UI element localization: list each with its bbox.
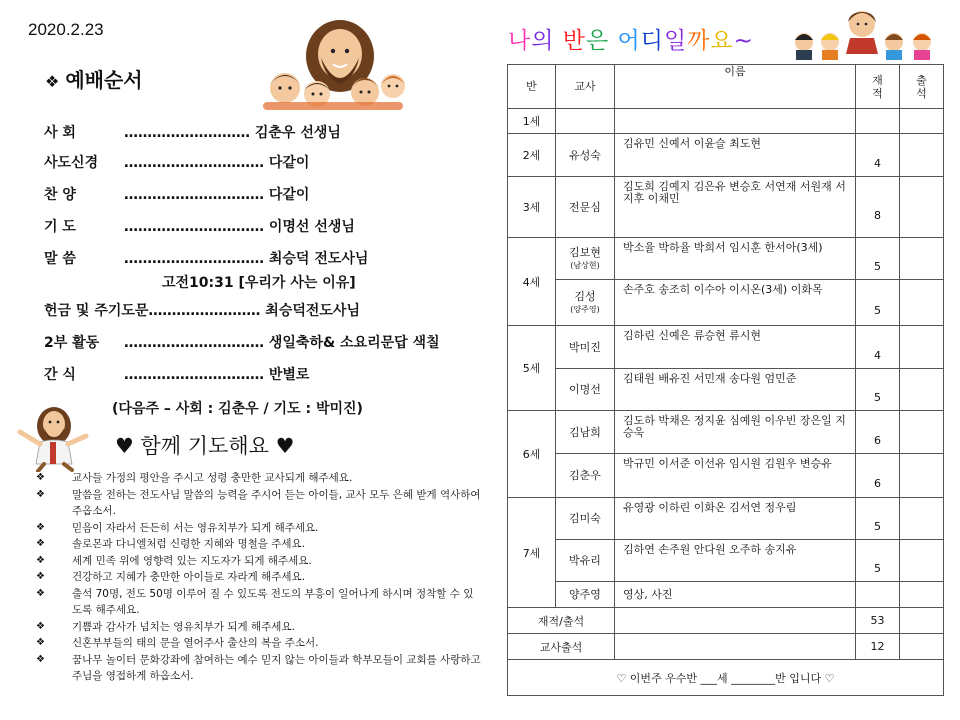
diamond-bullet-icon: ❖ <box>36 488 45 500</box>
prayer-text: 말씀을 전하는 전도사님 말씀의 능력을 주시어 듣는 아이들, 교사 모두 은혜 받게 역사하여 주옵소서. <box>72 488 481 517</box>
class-label: 2세 <box>508 134 556 177</box>
registered-cell <box>856 369 900 411</box>
attend-cell[interactable] <box>900 177 944 238</box>
registered-count: 5 <box>874 304 881 317</box>
names-cell: 영상, 사진 <box>615 582 856 608</box>
order-dots: ………………………… <box>124 187 264 203</box>
table-row <box>508 134 944 177</box>
order-value: 다같이 <box>268 187 310 203</box>
roster-title-char: 일 <box>663 28 688 54</box>
registered-cell <box>856 134 900 177</box>
jesus-running-illustration <box>14 402 90 472</box>
worship-order-title <box>45 64 143 93</box>
names-cell: 김하린 신예은 류승현 류시현 <box>615 326 856 369</box>
table-header-row <box>508 65 944 109</box>
registered-cell <box>856 280 900 326</box>
diamond-bullet-icon: ❖ <box>36 587 45 599</box>
order-value: 이명선 선생님 <box>268 219 355 235</box>
summary-blank <box>615 608 856 634</box>
prayer-text: 출석 70명, 전도 50명 이루어 질 수 있도록 전도의 부흥이 일어나게 하시며 정착할 수 있도록 해주세요. <box>72 587 474 616</box>
attend-cell[interactable] <box>900 280 944 326</box>
summary-attend-cell[interactable] <box>900 608 944 634</box>
summary-value: 53 <box>856 608 900 634</box>
prayer-text: 신혼부부들의 태의 문을 열어주사 출산의 복을 주소서. <box>72 637 319 649</box>
roster-title-char <box>609 28 617 54</box>
summary-attend-cell[interactable] <box>900 634 944 660</box>
order-dots: …………………… <box>148 303 261 319</box>
prayer-list <box>36 470 482 685</box>
teacher-cell: 이명선 <box>556 369 615 411</box>
order-value: 다같이 <box>268 155 310 171</box>
attend-cell[interactable] <box>900 134 944 177</box>
diamond-bullet-icon: ❖ <box>36 620 45 632</box>
summary-label: 재적/출석 <box>508 608 615 634</box>
registered-count: 5 <box>874 391 881 404</box>
teacher-cell: 김미숙 <box>556 498 615 540</box>
names-cell: 김도하 박채은 정지윤 심예원 이우빈 장은일 지승욱 <box>615 411 856 454</box>
order-dots: ………………………… <box>124 251 264 267</box>
registered-count: 5 <box>874 520 881 533</box>
summary-label: 교사출석 <box>508 634 615 660</box>
attend-cell[interactable] <box>900 540 944 582</box>
header-class: 반 <box>508 65 556 109</box>
prayer-item <box>36 487 482 520</box>
order-item <box>44 300 360 320</box>
next-week-note: (다음주 – 사회 : 김춘우 / 기도 : 박미진) <box>112 401 363 417</box>
class-label: 5세 <box>508 326 556 411</box>
table-row <box>508 238 944 280</box>
teacher-cell: 박유리 <box>556 540 615 582</box>
table-row <box>508 280 944 326</box>
prayer-text: 교사들 가정의 평안을 주시고 성령 충만한 교사되게 해주세요. <box>72 472 353 484</box>
order-value: 최승덕전도사님 <box>265 303 360 319</box>
table-row <box>508 411 944 454</box>
order-value: 생일축하& 소요리문답 색칠 <box>268 335 440 351</box>
roster-title-char <box>554 28 562 54</box>
date: 2020.2.23 <box>28 20 104 39</box>
summary-row <box>508 634 944 660</box>
registered-count: 5 <box>874 260 881 273</box>
attend-cell[interactable] <box>900 582 944 608</box>
names-cell: 손주호 송조히 이수아 이시온(3세) 이화목 <box>615 280 856 326</box>
attend-cell[interactable] <box>900 109 944 134</box>
diamond-bullet-icon: ❖ <box>36 571 45 582</box>
order-label: 찬 양 <box>44 187 76 203</box>
header-attend: 출 석 <box>900 65 944 109</box>
order-item <box>44 364 309 384</box>
attend-cell[interactable] <box>900 369 944 411</box>
prayer-item <box>36 520 482 537</box>
roster-title-char: 반 <box>562 28 586 54</box>
header-registered: 재 적 <box>856 65 900 109</box>
registered-count: 6 <box>874 433 881 447</box>
table-row <box>508 498 944 540</box>
summary-value: 12 <box>856 634 900 660</box>
teacher-cell: 김춘우 <box>556 454 615 498</box>
table-row <box>508 177 944 238</box>
registered-count: 4 <box>874 348 881 362</box>
order-dots: ……………………… <box>124 125 250 141</box>
diamond-bullet-icon: ❖ <box>36 653 45 665</box>
names-cell: 김태원 배유진 서민재 송다원 엄민준 <box>615 369 856 411</box>
class-label: 7세 <box>508 498 556 608</box>
registered-cell <box>856 582 900 608</box>
roster-title-char: 까 <box>687 28 711 54</box>
prayer-text: 건강하고 지혜가 충만한 아이들로 자라게 해주세요. <box>72 571 306 583</box>
registered-cell <box>856 177 900 238</box>
registered-cell <box>856 326 900 369</box>
table-row <box>508 369 944 411</box>
prayer-text: 솔로몬과 다니엘처럼 신령한 지혜와 명철을 주세요. <box>72 538 306 550</box>
table-row <box>508 582 944 608</box>
order-item <box>44 216 355 236</box>
order-value: 김춘우 선생님 <box>254 125 341 141</box>
order-item <box>44 122 341 142</box>
registered-cell <box>856 454 900 498</box>
names-cell: 박규민 이서준 이선유 임시원 김원우 변승유 <box>615 454 856 498</box>
order-dots: ………………………… <box>124 219 264 235</box>
summary-blank <box>615 634 856 660</box>
registered-cell <box>856 498 900 540</box>
attend-cell[interactable] <box>900 238 944 280</box>
registered-count: 8 <box>874 208 881 222</box>
order-value: 반별로 <box>268 367 310 383</box>
teacher-cell <box>556 280 615 326</box>
roster-title-char: 나 <box>508 28 532 54</box>
teacher-name: 김성 <box>574 289 596 303</box>
registered-count: 5 <box>874 562 881 575</box>
teacher-cell: 유성숙 <box>556 134 615 177</box>
prayer-item <box>36 536 482 553</box>
order-dots: ………………………… <box>124 335 264 351</box>
order-dots: ………………………… <box>124 155 264 171</box>
teacher-cell: 김남희 <box>556 411 615 454</box>
diamond-bullet-icon: ❖ <box>36 521 45 533</box>
roster-title-char: ~ <box>733 28 754 54</box>
teacher-cell: 박미진 <box>556 326 615 369</box>
order-label: 헌금 및 주기도문 <box>44 303 149 319</box>
class-label: 6세 <box>508 411 556 498</box>
prayer-item <box>36 619 482 636</box>
roster-title <box>508 22 754 55</box>
prayer-item <box>36 553 482 570</box>
names-cell: 김도희 김예지 김은유 변승호 서연재 서원재 서지후 이채민 <box>615 177 856 238</box>
registered-count: 6 <box>874 477 881 490</box>
roster-title-char: 의 <box>531 28 555 54</box>
table-row <box>508 326 944 369</box>
prayer-text: 꿈나무 놀이터 문화강좌에 참여하는 예수 믿지 않는 아이들과 학부모들이 교회를 사랑하고 주님을 영접하게 하옵소서. <box>72 653 481 682</box>
table-row <box>508 540 944 582</box>
prayer-text: 기쁨과 감사가 넘치는 영유치부가 되게 해주세요. <box>72 620 295 633</box>
teacher-cell <box>556 109 615 134</box>
children-group-illustration <box>782 8 942 60</box>
order-label: 사도신경 <box>44 155 99 171</box>
prayer-item <box>36 652 482 685</box>
header-names: 이름 <box>615 65 856 109</box>
prayer-text: 믿음이 자라서 든든히 서는 영유치부가 되게 해주세요. <box>72 521 319 534</box>
class-label: 1세 <box>508 109 556 134</box>
attend-cell[interactable] <box>900 411 944 454</box>
order-label: 기 도 <box>44 219 76 235</box>
teacher-cell: 양주영 <box>556 582 615 608</box>
header-teacher: 교사 <box>556 65 615 109</box>
names-cell <box>615 109 856 134</box>
assistant-teacher: (양주영) <box>570 304 600 314</box>
names-cell: 김유민 신예서 이윤슬 최도현 <box>615 134 856 177</box>
order-item <box>44 248 368 268</box>
registered-cell <box>856 411 900 454</box>
best-class-note: ♡ 이번주 우수반 ___세 ________반 입니다 ♡ <box>508 660 944 696</box>
registered-count: 4 <box>874 156 881 170</box>
diamond-bullet-icon: ❖ <box>36 637 45 648</box>
teacher-cell <box>556 238 615 280</box>
table-row <box>508 454 944 498</box>
roster-title-char: 디 <box>640 28 664 54</box>
class-label: 4세 <box>508 238 556 326</box>
order-label: 2부 활동 <box>44 335 100 351</box>
attend-cell[interactable] <box>900 498 944 540</box>
registered-cell <box>856 238 900 280</box>
names-cell: 박소율 박하율 박희서 임시훈 한서아(3세) <box>615 238 856 280</box>
footer-row <box>508 660 944 696</box>
prayer-title: ♥ 함께 기도해요 ♥ <box>115 434 295 458</box>
order-label: 사 회 <box>44 125 76 141</box>
prayer-item <box>36 470 482 487</box>
summary-row <box>508 608 944 634</box>
order-item <box>44 152 309 172</box>
roster-title-char: 요 <box>710 28 734 54</box>
prayer-item <box>36 635 482 652</box>
order-dots: ………………………… <box>124 367 264 383</box>
attend-cell[interactable] <box>900 326 944 369</box>
prayer-item <box>36 586 482 619</box>
attend-cell[interactable] <box>900 454 944 498</box>
class-roster-table <box>507 64 944 696</box>
worship-order-title-text: 예배순서 <box>65 68 143 92</box>
sermon-text: 고전10:31 [우리가 사는 이유] <box>162 275 356 291</box>
registered-cell <box>856 109 900 134</box>
roster-title-char: 어 <box>617 28 641 54</box>
order-item <box>44 332 440 352</box>
registered-cell <box>856 540 900 582</box>
class-label: 3세 <box>508 177 556 238</box>
order-value: 최승덕 전도사님 <box>268 251 369 267</box>
order-label: 말 씀 <box>44 251 76 267</box>
teacher-name: 김보현 <box>569 245 601 259</box>
names-cell: 유영광 이하린 이화온 김서연 정우림 <box>615 498 856 540</box>
teacher-cell: 전문심 <box>556 177 615 238</box>
roster-title-char: 은 <box>585 28 610 54</box>
table-row <box>508 109 944 134</box>
jesus-with-children-illustration <box>255 18 410 110</box>
diamond-bullet-icon: ❖ <box>45 72 60 91</box>
prayer-text: 세계 민족 위에 영향력 있는 지도자가 되게 해주세요. <box>72 554 312 567</box>
order-item <box>44 184 309 204</box>
prayer-item <box>36 569 482 586</box>
names-cell: 김하연 손주원 안다원 오주하 송지유 <box>615 540 856 582</box>
diamond-bullet-icon: ❖ <box>36 554 45 566</box>
order-label: 간 식 <box>44 367 76 383</box>
assistant-teacher: (남상현) <box>570 260 600 270</box>
diamond-bullet-icon: ❖ <box>36 472 45 483</box>
diamond-bullet-icon: ❖ <box>36 538 45 549</box>
